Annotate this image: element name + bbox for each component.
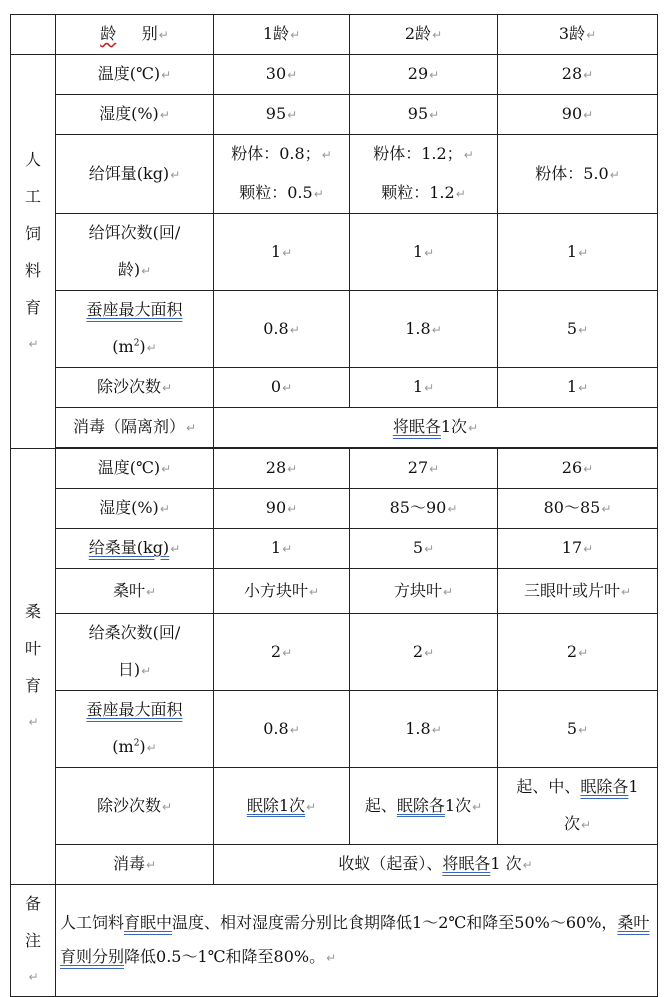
table-row: 除沙次数↵ 0↵ 1↵ 1↵ [11, 368, 658, 408]
table-row: 湿度(%)↵ 95↵ 95↵ 90↵ [11, 95, 658, 135]
row-label: 湿度(%)↵ [56, 489, 214, 529]
row-label: 蚕座最大面积 $(m^2)↵$ [56, 691, 214, 768]
header-row [11, 15, 658, 55]
row-label: 除沙次数↵ [56, 368, 214, 408]
merged-cell: 收蚁（起蚕）、将眠各1 次↵ [214, 845, 658, 885]
row-label: 消毒↵ [56, 845, 214, 885]
row-label: 蚕座最大面积 $(m^2)↵$ [56, 291, 214, 368]
table-row [11, 845, 658, 885]
row-label: 除沙次数↵ [56, 768, 214, 845]
remark-text: 人工饲料育眠中温度、相对湿度需分别比食期降低1～2℃和降至50%～60%，桑叶育则分别降低0.5～1℃和降至80%。↵ [56, 885, 658, 997]
row-label: 湿度(%)↵ [56, 95, 214, 135]
remark-label: 备 注 ↵ [11, 885, 56, 997]
section-label-mulberry: 桑 叶 育 ↵ [11, 449, 56, 885]
table-row: 蚕座最大面积 $(m^2)↵$ 0.8↵ 1.8↵ 5↵ [11, 691, 658, 768]
row-label: 给饵次数(回/ 龄)↵ [56, 214, 214, 291]
row-label: 给桑次数(回/ 日)↵ [56, 614, 214, 691]
row-label: 给桑量(kg)↵ [56, 529, 214, 569]
table-row: 蚕座最大面积 $(m^2)↵$ 0.8↵ 1.8↵ 5↵ [11, 291, 658, 368]
remark-row [11, 885, 658, 997]
table-row: 桑 叶 育 ↵ 温度(℃)↵ 28↵ 27↵ 26↵ [11, 449, 658, 489]
table-row: 给饵次数(回/ 龄)↵ 1↵ 1↵ 1↵ [11, 214, 658, 291]
header-cell-1: 1龄↵ [214, 15, 350, 55]
table-row: 给桑量(kg)↵ 1↵ 5↵ 17↵ [11, 529, 658, 569]
table-row: 湿度(%)↵ 90↵ 85～90↵ 80～85↵ [11, 489, 658, 529]
table-row: 给桑次数(回/ 日)↵ 2↵ 2↵ 2↵ [11, 614, 658, 691]
table-row: 除沙次数↵ 眠除1次↵ 起、眠除各1次↵ 起、中、眠除各1 次↵ [11, 768, 658, 845]
header-cell-blank [11, 15, 56, 55]
merged-cell: 将眠各1次↵ [214, 408, 658, 448]
table-row: 桑叶↵ 小方块叶↵ 方块叶↵ 三眼叶或片叶↵ [11, 569, 658, 614]
header-cell-instar: 龄 别↵ [56, 15, 214, 55]
silkworm-rearing-table [10, 14, 658, 997]
table-row [11, 408, 658, 448]
section-label-artificial: 人 工 饲 料 育 ↵ [11, 55, 56, 449]
table-row: 给饵量(kg)↵ 粉体：0.8；↵ 颗粒：0.5↵ 粉体：1.2；↵ 颗粒：1.2↵ 粉体：5.0↵ [11, 135, 658, 214]
row-label: 温度(℃)↵ [56, 55, 214, 95]
table-row: 人 工 饲 料 育 ↵ 温度(℃)↵ 30↵ 29↵ 28↵ [11, 55, 658, 95]
row-label: 给饵量(kg)↵ [56, 135, 214, 214]
header-cell-2: 2龄↵ [350, 15, 498, 55]
header-cell-3: 3龄↵ [498, 15, 658, 55]
paragraph-mark: ↵ [158, 28, 169, 42]
row-label: 温度(℃)↵ [56, 449, 214, 489]
row-label: 消毒（隔离剂）↵ [56, 408, 214, 448]
row-label: 桑叶↵ [56, 569, 214, 614]
